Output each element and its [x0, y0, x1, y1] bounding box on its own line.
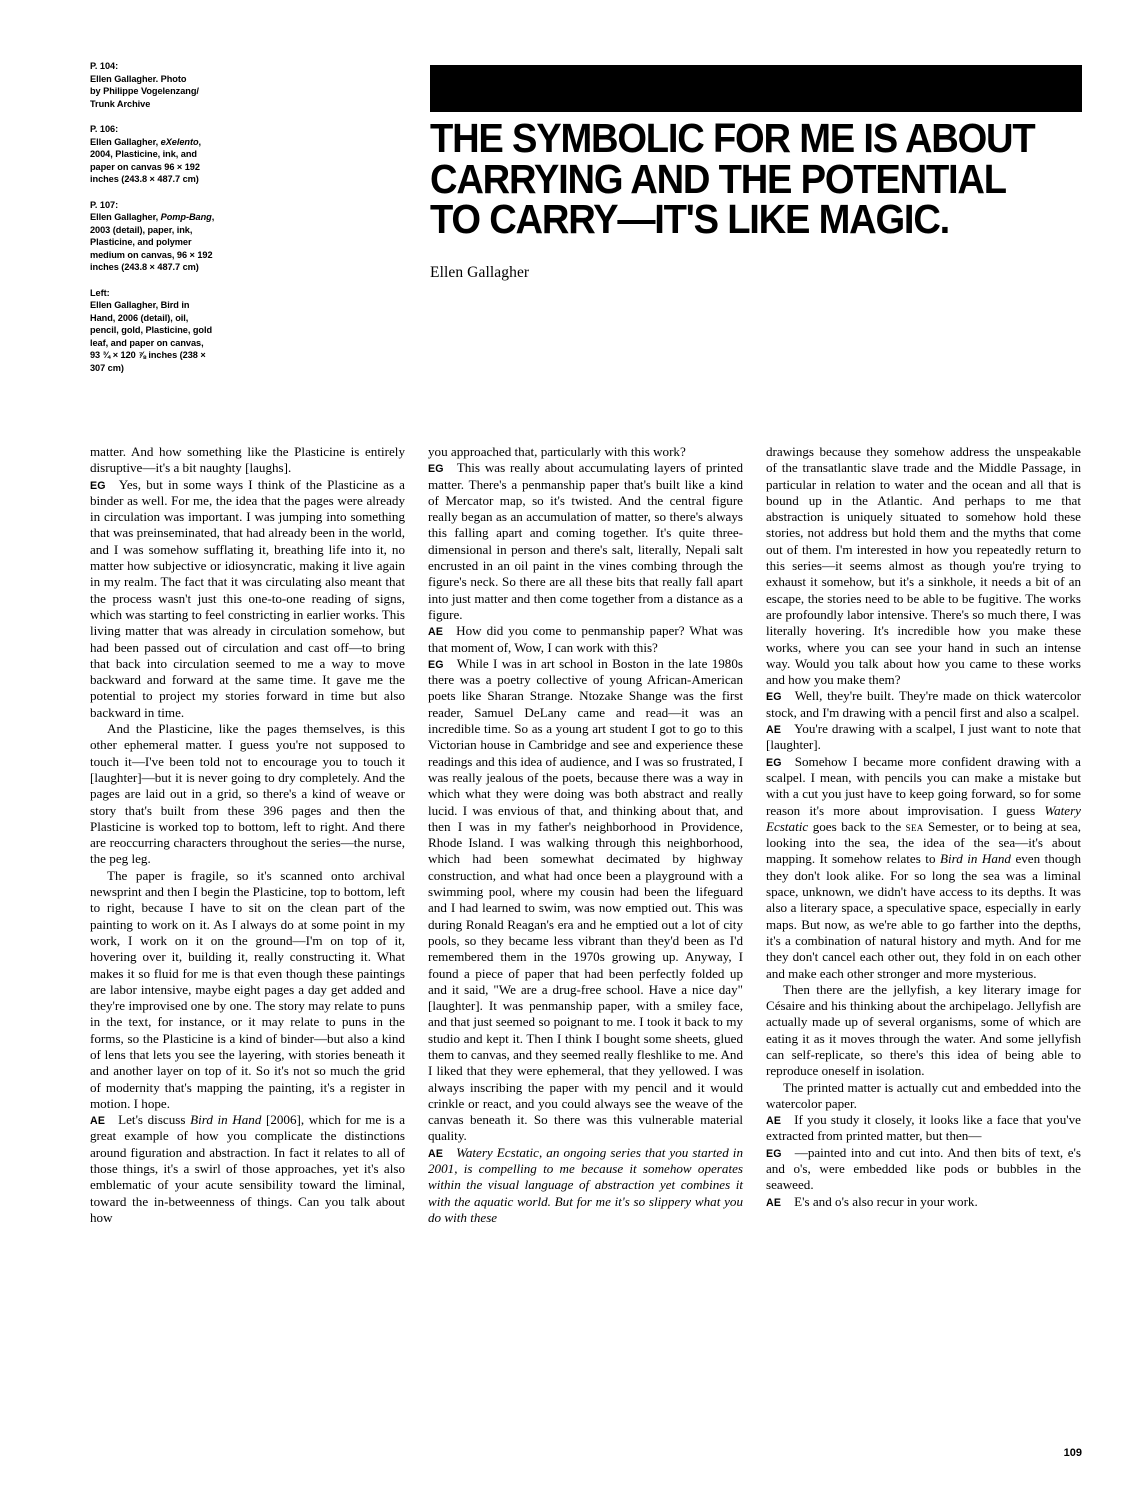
paragraph-ae: [766, 1112, 1081, 1145]
paragraph-text: While I was in art school in Boston in the late 1980s there was a poetry collective of young African-American poets like Sharan Strange. Ntozake Shange was the first reader, Samuel DeLany came and read—it was an incredible time. So as a young art student I got to go to this Victorian house in Cambridge and see and experience these readings and this idea of audience, and I was so frustrated, I was really jealous of the poets, because there was a way in which what they were doing was both abstract and really lucid. I was envious of that, and thinking about that, and then I was in my father's neighborhood in Providence, Rhode Island. I was walking through this neighborhood, which had been somewhat decimated by highway construction, and what had once been a playground with a swimming pool, where my cousin had been the lifeguard and I had learned to swim, was now emptied out. This was during Ronald Reagan's era and he emptied out a lot of city pools, so they became less vibrant than they'd been as I'd remembered them in the 1970s growing up. Anyway, I found a piece of paper that had been perfectly folded up and it said, "We are a drug-free school. Have a nice day" [laughter]. It was penmanship paper, with a smiley face, and that just seemed so poignant to me. I took it back to my studio and kept it. Then I think I bought some sheets, glued them to canvas, and they seemed really fleshlike to me. And I liked that they were ephemeral, that they yellowed. I was always inscribing the paper with my pencil and it would crinkle or react, and you could always see the weave of the canvas beneath it. So there was this vulnerable material quality.: [428, 655, 743, 1144]
speaker-label-ae: AE: [766, 1196, 782, 1209]
caption-line: leaf, and paper on canvas,: [90, 337, 204, 348]
paragraph-eg: [90, 477, 405, 721]
caption-line: inches (243.8 × 487.7 cm): [90, 262, 199, 273]
body-column-3: [766, 444, 1081, 1226]
caption-line: Plasticine, and polymer: [90, 237, 192, 248]
paragraph-ae: [766, 721, 1081, 754]
speaker-label-eg: EG: [90, 479, 106, 492]
caption-line: inches (243.8 × 487.7 cm): [90, 174, 199, 185]
speaker-label-eg: EG: [766, 1147, 782, 1160]
paragraph-text: How did you come to penmanship paper? What was that moment of, Wow, I can work with this?: [428, 623, 743, 655]
caption-block-p107: [90, 199, 240, 274]
paragraph-ae: [428, 623, 743, 656]
paragraph: Then there are the jellyfish, a key literary image for Césaire and his thinking about the archipelago. Jellyfish are actually made up of several organisms, some of which are eating it as it moves through the water. And some jellyfish can self-replicate, so there's this idea of being able to reproduce oneself in isolation.: [766, 981, 1081, 1079]
body-column-1: [90, 444, 405, 1226]
caption-line: Ellen Gallagher, eXelento,: [90, 136, 202, 147]
speaker-label-eg: EG: [766, 756, 782, 769]
caption-line: P. 106:: [90, 124, 119, 135]
paragraph-ae: [90, 1112, 405, 1226]
paragraph-text: E's and o's also recur in your work.: [794, 1193, 978, 1209]
body-column-2: [428, 444, 743, 1226]
paragraph-text: This was really about accumulating layers of printed matter. There's a penmanship paper that's built like a kind of Mercator map, so it's twisted. And the central figure really began as an accumulation of matter, so there's always this falling apart and coming together. It's quite three-dimensional in person and there's salt, literally, Nepali salt encrusted in an oil paint in the vines combing through the figure's neck. So there are all these bits that really fall apart into just matter and then come together from a distance as a figure.: [428, 460, 743, 622]
paragraph-text: Yes, but in some ways I think of the Plasticine as a binder as well. For me, the idea that the pages were already in circulation was important. I was jumping into something that was preinseminated, that had already been in the world, and I was somehow sufflating it, breathing life into it, no matter how subjective or idiosyncratic, making it live again in my realm. The fact that it was circulating also meant that the process wasn't just this one-to-one reading of signs, which was starting to feel constricting in earlier works. This living matter that was already in circulation somehow, but had been passed out of circulation and cast off—to bring that back into circulation seemed to me a way to move backward and forward at the same time. It gave me the potential to project my stories forward in time but also backward in time.: [90, 476, 405, 720]
caption-line: Ellen Gallagher. Photo: [90, 73, 187, 84]
paragraph-eg: [766, 688, 1081, 721]
caption-line: 307 cm): [90, 362, 124, 373]
caption-line: Left:: [90, 287, 110, 298]
speaker-label-ae: AE: [428, 1147, 444, 1160]
title-area: [430, 65, 1082, 282]
caption-line: Trunk Archive: [90, 98, 151, 109]
image-captions-column: [90, 60, 240, 387]
paragraph: The printed matter is actually cut and embedded into the watercolor paper.: [766, 1079, 1081, 1111]
paragraph-eg: [428, 656, 743, 1145]
caption-line: 2003 (detail), paper, ink,: [90, 224, 193, 235]
speaker-label-eg: EG: [766, 691, 782, 704]
paragraph: you approached that, particularly with this work?: [428, 444, 686, 459]
caption-block-p104: [90, 60, 240, 110]
paragraph-text: If you study it closely, it looks like a face that you've extracted from printed matter, but then—: [766, 1112, 1081, 1144]
speaker-label-eg: EG: [428, 658, 444, 671]
paragraph-ae: [766, 1194, 1081, 1210]
speaker-label-ae: AE: [428, 626, 444, 639]
paragraph: drawings because they somehow address the unspeakable of the transatlantic slave trade and the Middle Passage, in particular in relation to water and the ocean and all that is bound up in the Atlantic. And perhaps to me that abstraction is uniquely situated to somehow hold these stories, not address but hold them and the myths that come out of them. I'm interested in how you repeatedly return to this series—it seems almost as though you're trying to exhaust it somehow, but it's a sinkhole, it needs a bit of an escape, the stories need to be able to be fugitive. The works are profoundly labor intensive. There's so much there, I was literally hovering. It's incredible how you make these works, where you can see your hand in such an intense way. Would you talk about how you came to these works and how you make them?: [766, 444, 1081, 688]
byline: Ellen Gallagher: [430, 263, 530, 281]
page-number: 109: [1063, 1447, 1082, 1459]
caption-line: Hand, 2006 (detail), oil,: [90, 312, 189, 323]
caption-line: Ellen Gallagher, Bird in: [90, 300, 190, 311]
article-body: [90, 444, 1082, 1226]
paragraph-text: You're drawing with a scalpel, I just want to note that [laughter].: [766, 721, 1081, 753]
speaker-label-eg: EG: [428, 463, 444, 476]
speaker-label-ae: AE: [90, 1115, 106, 1128]
decorative-black-bar: [430, 65, 1082, 112]
caption-line: 2004, Plasticine, ink, and: [90, 149, 197, 160]
caption-line: P. 107:: [90, 199, 119, 210]
caption-line: pencil, gold, Plasticine, gold: [90, 325, 213, 336]
caption-block-left: [90, 287, 240, 375]
caption-line: P. 104:: [90, 61, 119, 71]
caption-line: medium on canvas, 96 × 192: [90, 249, 213, 260]
paragraph-text: Let's discuss Bird in Hand [2006], which for me is a great example of how you complicate the distinctions around figuration and abstraction. In fact it relates to all of those things, it's a swirl of those approaches, yet it's also emblematic of your acute sensibility toward the liminal, toward the in-betweenness of things. Can you talk about how: [90, 1112, 406, 1225]
speaker-label-ae: AE: [766, 1115, 782, 1128]
paragraph: And the Plasticine, like the pages themselves, is this other ephemeral matter. I guess you're not supposed to touch it—I've been told not to encourage you to touch it [laughter]—but it is never going to dry completely. And the pages are laid out in a grid, so there's a kind of weave or story that's built from these 396 pages and then the Plasticine is worked top to bottom, left to right. And there are reoccurring characters throughout the series—the nurse, the peg leg.: [90, 721, 405, 867]
paragraph: The paper is fragile, so it's scanned onto archival newsprint and then I begin the Plasticine, top to bottom, left to right, because I have to sit on the clean part of the painting to work on it. As I always do at some point in my work, I work on it on the ground—I'm on top of it, hovering over it, building it, really constructing it. What makes it so fluid for me is that even though these paintings are labor intensive, maybe eight pages a day get added and they're improvised one by one. The story may relate to puns in the text, for instance, or it may relate to puns in the forms, so the Plasticine is a kind of binder—but also a kind of lens that lets you see the layering, with stories beneath it and another layer on top of it. So it's not so much the grid of modernity that's mapping the painting, it's a register in motion. I hope.: [90, 867, 405, 1111]
caption-block-p106: [90, 123, 240, 186]
paragraph-text: Watery Ecstatic, an ongoing series that you started in 2001, is compelling to me because it somehow operates within the visual language of abstraction yet combines it with the aquatic world. But for me it's so slippery what you do with these: [428, 1144, 743, 1225]
caption-line: Ellen Gallagher, Pomp-Bang,: [90, 212, 215, 223]
paragraph-text: —painted into and cut into. And then bits of text, e's and o's, were embedded like pods or bubbles in the seaweed.: [766, 1144, 1081, 1193]
caption-line: paper on canvas 96 × 192: [90, 161, 200, 172]
caption-line: by Philippe Vogelenzang/: [90, 86, 199, 97]
paragraph-eg: [766, 754, 1081, 982]
page-title: THE SYMBOLIC FOR ME IS ABOUT CARRYING AND THE POTENTIAL TO CARRY—IT'S LIKE MAGIC.: [430, 115, 1035, 243]
paragraph-text: Well, they're built. They're made on thick watercolor stock, and I'm drawing with a pencil first and also a scalpel.: [766, 688, 1081, 720]
paragraph-eg: [428, 460, 743, 623]
paragraph-eg: [766, 1145, 1081, 1194]
caption-line: 93 ¾ × 120 ⅞ inches (238 ×: [90, 350, 206, 361]
paragraph-text: Somehow I became more confident drawing with a scalpel. I mean, with pencils you can make a mistake but with a cut you just have to keep going forward, so for some reason it's more about improvisation. I guess Watery Ecstatic goes back to the sea Semester, or to being at sea, looking into the sea, the idea of the sea—it's about mapping. It somehow relates to Bird in Hand even though they don't look alike. For so long the sea was a liminal space, unknown, we didn't have access to its depths. It was also a literary space, a speculative space, especially in early maps. But now, as we're able to go farther into the depths, it's a combination of natural history and myth. And for me they don't cancel each other out, they fold in on each other and make each other stronger and more mysterious.: [766, 753, 1082, 981]
paragraph: matter. And how something like the Plasticine is entirely disruptive—it's a bit naughty [laughs].: [90, 444, 405, 476]
paragraph-ae: [428, 1145, 743, 1226]
speaker-label-ae: AE: [766, 724, 782, 737]
